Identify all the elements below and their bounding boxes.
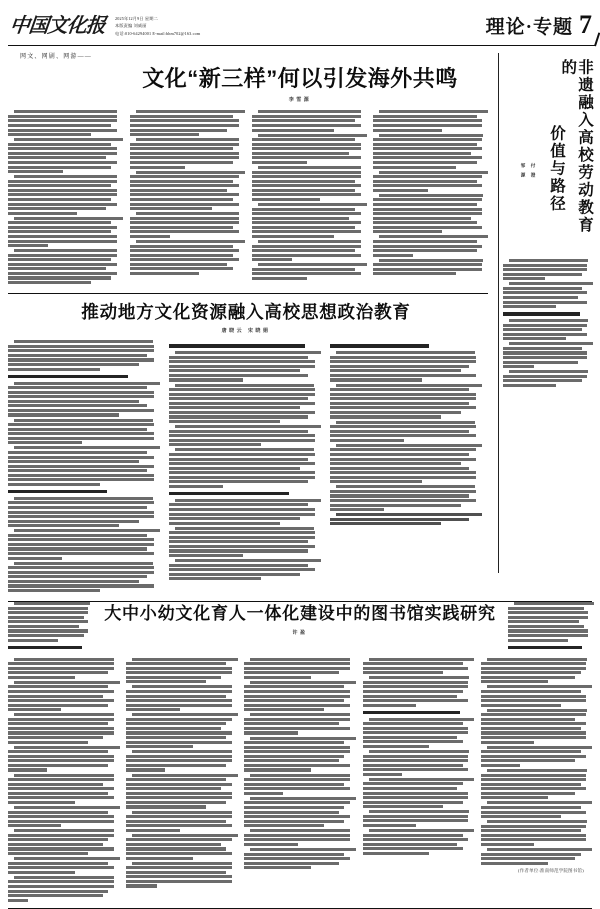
masthead [0,0,600,46]
article-2-columns [8,340,484,594]
article-2-column-2 [169,340,323,594]
contact-info: 电话:010-64294001 E-mail:bhm702@163.com [115,30,201,36]
article-1-column-3 [252,110,367,286]
article-4-col-3 [244,658,355,904]
article-3-byline-2: 邹源 [521,163,526,183]
article-4-center [99,602,501,652]
article-3-headline-line-2: 价值与路径 [548,125,565,213]
article-3-headline-line-1: 非遗融入高校劳动教育的 [559,59,593,234]
article-4-column-left [8,602,92,652]
article-4 [0,602,600,904]
article-4-subhead-0 [8,646,82,649]
article-4-credit: (作者单位:淮南师范学院图书馆) [517,867,585,873]
article-2-headline: 推动地方文化资源融入高校思想政治教育 [81,302,411,323]
article-4-col-4 [363,658,474,904]
article-2-subhead-0 [8,375,128,378]
masthead-left [10,12,200,37]
article-1-kicker: 网文、网剧、网游—— [20,54,93,60]
article-4-col-5 [481,658,592,904]
article-1-byline: 李雪源 [288,98,312,104]
article-2-column-1 [8,340,162,594]
article-2-byline: 唐晓云 宋晓娟 [221,329,271,335]
article-4-col-2 [126,658,237,904]
article-4-columns [8,658,592,904]
article-2-column-3 [330,340,484,594]
article-4-col-1 [8,658,119,904]
masthead-rule [8,45,596,46]
article-1-column-1 [8,110,123,286]
article-2-subhead-3 [169,492,289,495]
publication-date: 2025年12月9日 星期二 [115,16,158,21]
article-2 [0,302,600,594]
page-number: 7 [579,10,592,39]
article-1 [0,51,600,286]
section-title: 理论·专题 [485,17,573,38]
page-editor: 本版责编 刘威丽 [115,23,147,29]
article-4-top [8,602,592,652]
article-3-byline-1: 付澄 [531,163,536,183]
newspaper-logo: 中国文化报 [8,15,106,37]
article-2-subhead-2 [169,344,305,347]
article-2-footnote [330,513,484,525]
article-1-headline: 文化“新三样”何以引发海外共鸣 [142,66,458,91]
article-4-subhead-1 [508,646,582,649]
article-2-subhead-1 [8,490,107,493]
article-2-wrap [8,302,592,594]
article-1-column-2 [130,110,245,286]
masthead-meta [115,12,200,37]
article-2-top-rule [8,293,488,294]
article-4-byline: 许盈 [292,630,308,636]
article-2-subhead-4 [330,344,429,347]
article-4-headline: 大中小幼文化育人一体化建设中的图书馆实践研究 [104,604,496,624]
article-4-subhead-2 [363,711,461,714]
article-4-column-right [508,602,592,652]
masthead-right [486,12,592,39]
article-1-column-4 [373,110,488,286]
